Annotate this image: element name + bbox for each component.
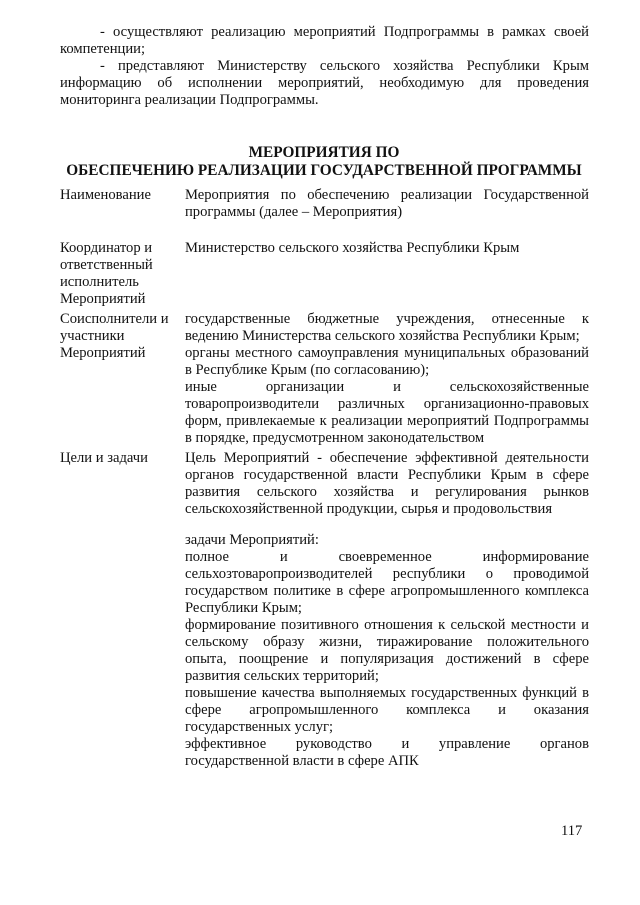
goal-text: Цель Мероприятий - обеспечение эффективной деятельности органов государственной власти Республики Крым в сфере развития сельского хозяйства и регулирования рынков сельскохозяйственной продукции, сырья и продовольствия	[185, 450, 589, 517]
row-name	[60, 187, 589, 221]
section-title-line-2: ОБЕСПЕЧЕНИЮ РЕАЛИЗАЦИИ ГОСУДАРСТВЕННОЙ ПРОГРАММЫ	[66, 162, 582, 179]
row-tasks-content	[185, 532, 589, 770]
row-coordinator-label: Координатор и ответственный исполнитель Мероприятий	[60, 240, 153, 307]
program-passport-table	[60, 187, 589, 770]
row-goals-content	[185, 450, 589, 518]
intro-section	[60, 24, 589, 109]
row-participants	[60, 311, 589, 447]
row-coordinator-text: Министерство сельского хозяйства Республики Крым	[185, 240, 520, 256]
row-name-text: Мероприятия по обеспечению реализации Государственной программы (далее – Мероприятия)	[185, 187, 589, 220]
row-tasks	[60, 532, 589, 770]
tasks-heading: задачи Мероприятий:	[185, 532, 319, 548]
participants-item-2: органы местного самоуправления муниципальных образований в Республике Крым (по согласованию);	[185, 345, 589, 378]
row-goals-label: Цели и задачи	[60, 450, 148, 466]
section-title-line-1: МЕРОПРИЯТИЯ ПО	[248, 144, 400, 161]
task-item-2: формирование позитивного отношения к сельской местности и сельскому образу жизни, тиражирование положительного опыта, поощрение и популяризация достижений в сфере развития сельских территорий;	[185, 617, 589, 684]
row-goals	[60, 450, 589, 518]
row-coordinator	[60, 240, 589, 308]
row-name-label: Наименование	[60, 187, 151, 203]
participants-item-3: иные организации и сельскохозяйственные товаропроизводители различных организационно-правовых форм, привлекаемые к реализации мероприятий Подпрограммы в порядке, предусмотренном законодательством	[185, 379, 589, 446]
task-item-1: полное и своевременное информирование сельхозтоваропроизводителей республики о проводимой государством политике в сфере агропромышленного комплекса Республики Крым;	[185, 549, 589, 616]
intro-paragraph-1: - осуществляют реализацию мероприятий Подпрограммы в рамках своей компетенции;	[60, 24, 589, 57]
intro-paragraph-2: - представляют Министерству сельского хозяйства Республики Крым информацию об исполнении мероприятий, необходимую для проведения мониторинга реализации Подпрограммы.	[60, 58, 589, 108]
section-title	[40, 144, 608, 180]
task-item-4: эффективное руководство и управление органов государственной власти в сфере АПК	[185, 736, 589, 769]
row-participants-label: Соисполнители и участники Мероприятий	[60, 311, 169, 361]
page-number: 117	[561, 823, 583, 839]
task-item-3: повышение качества выполняемых государственных функций в сфере агропромышленного комплекса и оказания государственных услуг;	[185, 685, 589, 735]
participants-item-1: государственные бюджетные учреждения, отнесенные к ведению Министерства сельского хозяйства Республики Крым;	[185, 311, 589, 344]
row-participants-content	[185, 311, 589, 447]
